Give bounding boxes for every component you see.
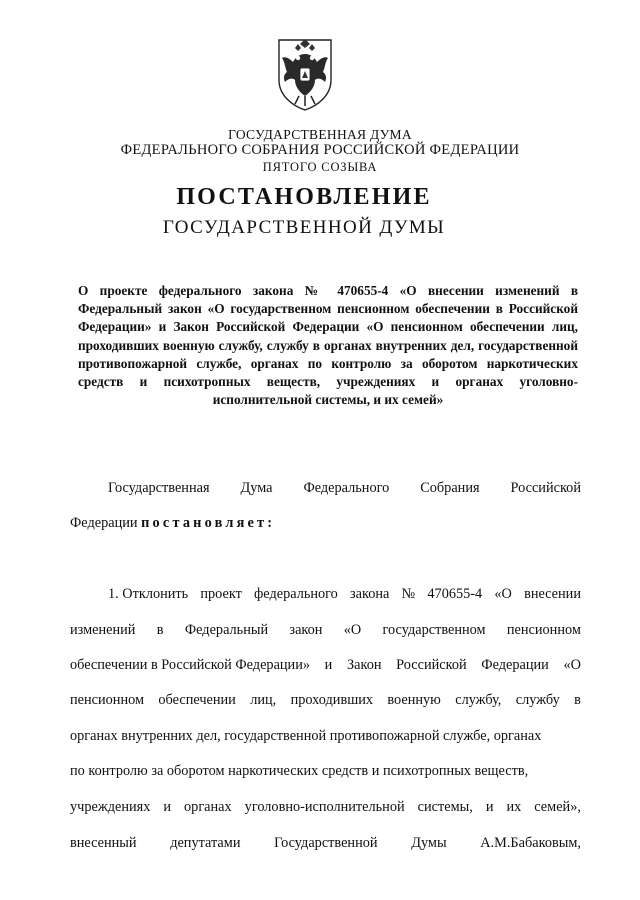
item1-word: 1. Отклонить (108, 586, 189, 602)
item1-word: пенсионном (70, 692, 145, 708)
item1-word: депутатами (170, 835, 241, 851)
item1-word: обеспечении в Российской Федерации» (70, 657, 311, 673)
item1-word: пенсионном (506, 622, 581, 638)
preamble-word: Государственная (108, 480, 210, 496)
item1-word: государственном (382, 622, 486, 638)
item1-word: лиц, (250, 692, 277, 708)
item1-word: службу (515, 692, 560, 708)
preamble-verb: постановляет: (141, 515, 276, 531)
item1-word: уголовно-исполнительной (244, 799, 405, 815)
item1-word: внесенный (70, 835, 137, 851)
header-convocation: ПЯТОГО СОЗЫВА (262, 160, 378, 174)
item1-word: Закон (346, 657, 382, 673)
item1-text: органах внутренних дел, государственной противопожарной службе, органах (70, 728, 542, 744)
preamble-word: Собрания (420, 480, 480, 496)
item1-line-7 (70, 797, 581, 817)
item1-line-6 (70, 761, 581, 781)
item1-word: закона (350, 586, 390, 602)
item1-word: «О (494, 586, 512, 602)
item1-word: и (324, 657, 333, 673)
item1-word: органах (184, 799, 232, 815)
resolution-subject: О проекте федерального закона № 470655-4 «О внесении изменений в Федеральный закон «О государственном пенсионном обеспечении в Российской Федерации» и Закон Российской Федерации «О пенсионном обеспечении лиц, проходивших военную службу, службу в органах внутренних дел, государственной противопожарной службе, органах по контролю за оборотом наркотических средств и психотропных веществ, учреждениях и органах уголовно-исполнительной системы, и их семей» (78, 283, 578, 408)
item1-word: обеспечении (158, 692, 236, 708)
header-federal-assembly: ФЕДЕРАЛЬНОГО СОБРАНИЯ РОССИЙСКОЙ ФЕДЕРАЦИИ (120, 142, 520, 158)
item1-line-2 (70, 620, 581, 640)
item1-line-8 (70, 833, 581, 853)
preamble-word: Дума (240, 480, 273, 496)
item1-line-4 (70, 690, 581, 710)
item1-word: Государственной (274, 835, 378, 851)
item1-word: и (163, 799, 172, 815)
item1-line-3 (70, 655, 581, 675)
preamble-word: Федерального (303, 480, 390, 496)
item1-text: по контролю за оборотом наркотических средств и психотропных веществ, (70, 763, 529, 779)
item1-word: Российской (396, 657, 467, 673)
item1-line-5 (70, 726, 581, 746)
item1-word: «О (343, 622, 362, 638)
item1-word: в (156, 622, 164, 638)
item1-word: в (574, 692, 581, 708)
item1-line-1 (108, 584, 581, 604)
preamble-word: Российской (510, 480, 581, 496)
item1-word: 470655-4 (427, 586, 483, 602)
item1-word: № (401, 586, 416, 602)
item1-word: системы, (417, 799, 473, 815)
preamble-line-2 (70, 513, 581, 533)
item1-word: Думы (411, 835, 447, 851)
header-duma: ГОСУДАРСТВЕННАЯ ДУМА (228, 127, 412, 142)
preamble-tail: Федерации (70, 515, 138, 531)
item1-word: А.М.Бабаковым, (480, 835, 581, 851)
preamble-line-1 (108, 478, 581, 498)
item1-word: «О (563, 657, 581, 673)
item1-word: учреждениях (70, 799, 151, 815)
item1-word: военную (387, 692, 441, 708)
coat-of-arms-emblem (273, 36, 337, 112)
item1-word: изменений (70, 622, 136, 638)
item1-word: Федеральный (184, 622, 269, 638)
item1-word: Федерации (481, 657, 549, 673)
item1-word: и (485, 799, 494, 815)
item1-word: федерального (254, 586, 338, 602)
item1-word: проект (200, 586, 242, 602)
item1-word: их (506, 799, 522, 815)
item1-word: службу, (455, 692, 502, 708)
item1-word: внесении (524, 586, 581, 602)
item1-word: проходивших (290, 692, 374, 708)
document-subtitle: ГОСУДАРСТВЕННОЙ ДУМЫ (162, 217, 446, 238)
item1-word: закон (289, 622, 323, 638)
item1-word: семей», (534, 799, 581, 815)
document-title: ПОСТАНОВЛЕНИЕ (176, 184, 432, 210)
